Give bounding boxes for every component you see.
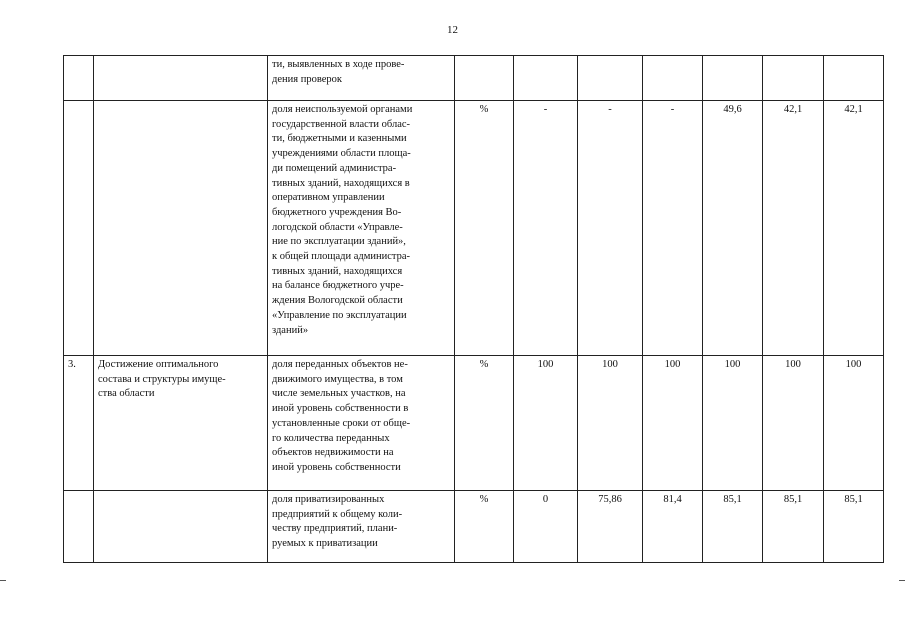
left-edge-mark [0, 580, 6, 581]
unit-cell [455, 56, 514, 101]
value-cell: 42,1 [824, 101, 884, 356]
task-cell [94, 101, 268, 356]
value-cell [824, 56, 884, 101]
value-cell: 100 [514, 356, 578, 491]
value-cell: 100 [824, 356, 884, 491]
value-cell: - [578, 101, 643, 356]
value-cell: - [643, 101, 703, 356]
value-cell: 75,86 [578, 491, 643, 563]
task-cell: Достижение оптимального состава и структуры имуще- ства области [94, 356, 268, 491]
value-cell: 100 [703, 356, 763, 491]
indicator-cell: доля переданных объектов не- движимого имущества, в том числе земельных участков, на иной уровень собственности в установленные сроки от обще- го количества переданных объектов недвижимости на иной уровень собственности [268, 356, 455, 491]
table-row [64, 56, 884, 101]
value-cell: 85,1 [763, 491, 824, 563]
indicator-cell: доля неиспользуемой органами государственной власти облас- ти, бюджетными и казенными учреждениями области площа- ди помещений администра- тивных зданий, находящихся в оперативном управлении бюджетного учреждения Во- логодской области «Управле- ние по эксплуатации зданий», к общей площади администра- тивных зданий, находящихся на балансе бюджетного учре- ждения Вологодской области «Управление по эксплуатации зданий» [268, 101, 455, 356]
row-number-cell [64, 491, 94, 563]
value-cell: 49,6 [703, 101, 763, 356]
value-cell: 100 [763, 356, 824, 491]
value-cell [514, 56, 578, 101]
indicators-table [63, 55, 884, 563]
unit-cell: % [455, 356, 514, 491]
table-row [64, 356, 884, 491]
table-row [64, 101, 884, 356]
row-number-cell: 3. [64, 356, 94, 491]
task-cell [94, 491, 268, 563]
value-cell: - [514, 101, 578, 356]
value-cell: 85,1 [703, 491, 763, 563]
indicator-cell: ти, выявленных в ходе прове- дения проверок [268, 56, 455, 101]
value-cell [578, 56, 643, 101]
row-number-cell [64, 56, 94, 101]
value-cell: 81,4 [643, 491, 703, 563]
value-cell: 100 [643, 356, 703, 491]
value-cell [643, 56, 703, 101]
unit-cell: % [455, 101, 514, 356]
table-row [64, 491, 884, 563]
value-cell [763, 56, 824, 101]
page-number: 12 [447, 24, 458, 36]
right-edge-mark [899, 580, 905, 581]
unit-cell: % [455, 491, 514, 563]
value-cell [703, 56, 763, 101]
value-cell: 0 [514, 491, 578, 563]
row-number-cell [64, 101, 94, 356]
value-cell: 100 [578, 356, 643, 491]
task-cell [94, 56, 268, 101]
value-cell: 42,1 [763, 101, 824, 356]
value-cell: 85,1 [824, 491, 884, 563]
indicator-cell: доля приватизированных предприятий к общему коли- честву предприятий, плани- руемых к приватизации [268, 491, 455, 563]
